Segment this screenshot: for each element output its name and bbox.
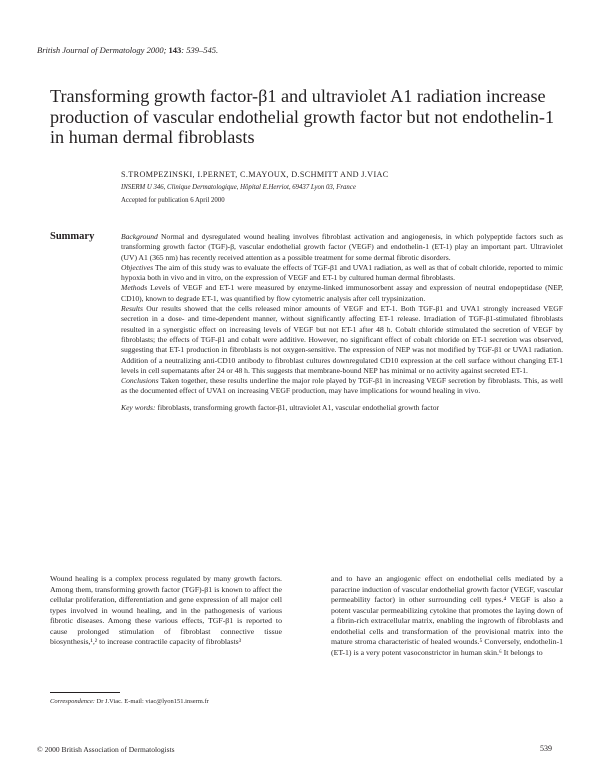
- keywords: [121, 403, 563, 413]
- objectives-text: The aim of this study was to evaluate the effects of TGF-β1 and UVA1 radiation, as well as that of cobalt chloride, reported to mimic hypoxia both in vivo and in vitro, on the expression of VEGF and ET-1 by cultured human dermal fibroblasts.: [121, 262, 564, 283]
- background-label: Background: [121, 232, 158, 241]
- results-label: Results: [121, 304, 143, 314]
- abstract-methods: [121, 283, 563, 304]
- methods-label: Methods: [121, 283, 148, 293]
- keywords-text: fibroblasts, transforming growth factor-β1, ultraviolet A1, vascular endothelial growth factor: [157, 402, 440, 412]
- correspondence-text: Dr J.Viac. E-mail: viac@lyon151.inserm.fr: [96, 698, 209, 705]
- summary-heading: Summary: [50, 231, 95, 242]
- abstract-objectives: [121, 263, 563, 284]
- copyright-notice: © 2000 British Association of Dermatologists: [37, 745, 175, 754]
- methods-text: Levels of VEGF and ET-1 were measured by enzyme-linked immunosorbent assay and expression of neutral endopeptidase (NEP, CD10), known to degrade ET-1, was quantified by flow cytometric analysis after cell trypsinization.: [121, 283, 564, 303]
- body-column-left: Wound healing is a complex process regulated by many growth factors. Among them, transforming growth factor (TGF)-β1 is known to affect the cellular proliferation, differentiation and gene expression of all major cell types involved in wound healing, and in the pathogenesis of various fibrotic diseases. Among these various effects, TGF-β1 is reported to cause prolonged stimulation of fibroblast connective tissue biosynthesis,¹,² to increase contractile capacity of fibroblasts³: [50, 574, 282, 646]
- affiliation: INSERM U 346, Clinique Dermatologique, Hôpital E.Herriot, 69437 Lyon 03, France: [121, 184, 356, 191]
- abstract: [121, 232, 563, 413]
- abstract-results: [121, 304, 563, 376]
- accepted-date: Accepted for publication 6 April 2000: [121, 197, 225, 204]
- journal-citation: [37, 45, 218, 55]
- journal-volume: 143: [168, 45, 182, 55]
- author-list: S.TROMPEZINSKI, I.PERNET, C.MAYOUX, D.SCHMITT AND J.VIAC: [121, 170, 389, 179]
- results-text: Our results showed that the cells released minor amounts of VEGF and ET-1. Both TGF-β1 and UVA1 strongly increased VEGF secretion in a dose- and time-dependent manner, without significantly affecting ET-1 release. Irradiation of TGF-β1-stimulated fibroblasts resulted in a synergistic effect on increasing levels of VEGF but not ET-1 after 48 h. Cobalt chloride stimulated the secretion of VEGF by fibroblasts; the effects of TGF-β1 and cobalt were additive. However, no significant effect of cobalt chloride on ET-1 secretion was observed, suggesting that ET-1 production in fibroblasts is not oxygen-sensitive. The expression of NEP was not modified by TGF-β1 or UVA1 radiation. Addition of a neutralizing anti-CD10 antibody to fibroblast cultures downregulated CD10 expression at the cell surface without changing ET-1 levels in cell supernatants after 24 or 48 h. This suggests that membrane-bound NEP has minimal or no activity against secreted ET-1.: [121, 304, 563, 375]
- journal-pages: : 539–545.: [181, 45, 219, 55]
- abstract-conclusions: [121, 376, 563, 397]
- keywords-label: Key words:: [121, 402, 156, 412]
- conclusions-label: Conclusions: [121, 376, 159, 386]
- body-column-right: and to have an angiogenic effect on endothelial cells mediated by a paracrine induction of vascular endothelial growth factor (VEGF, vascular permeability factor) in other surrounding cell types.⁴ VEGF is also a potent vascular permeabilizing cytokine that promotes the laying down of a fibrin-rich extracellular matrix, enabling the ingrowth of fibroblasts and endothelial cells and transformation of the provisional matrix into the mature stroma characteristic of healed wounds.⁵ Conversely, endothelin-1 (ET-1) is a very potent vasoconstrictor in human skin.⁶ It belongs to: [331, 574, 563, 657]
- objectives-label: Objectives: [121, 262, 154, 272]
- correspondence-label: Correspondence:: [50, 698, 95, 705]
- journal-name: British Journal of Dermatology: [37, 45, 145, 55]
- abstract-background: [121, 232, 563, 263]
- conclusions-text: Taken together, these results underline the major role played by TGF-β1 in increasing VEGF secretion by fibroblasts. This, as well as the documented effect of UVA1 on increasing VEGF production, may have implications for wound healing in vivo.: [121, 376, 564, 396]
- article-title: Transforming growth factor-β1 and ultraviolet A1 radiation increase production of vascular endothelial growth factor but not endothelin-1 in human dermal fibroblasts: [50, 86, 555, 147]
- page-number: 539: [540, 744, 552, 753]
- correspondence-note: [50, 698, 209, 705]
- footnote-rule: [50, 692, 120, 693]
- background-text: Normal and dysregulated wound healing involves fibroblast activation and angiogenesis, in which polypeptide factors such as transforming growth factor (TGF)-β, vascular endothelial growth factor (VEGF) and endothelin-1 (ET-1) play an important part. Ultraviolet (UV) A1 (365 nm) has recently received attention as a possible treatment for some dermal fibrotic disorders.: [121, 232, 564, 262]
- journal-year: 2000;: [146, 45, 167, 55]
